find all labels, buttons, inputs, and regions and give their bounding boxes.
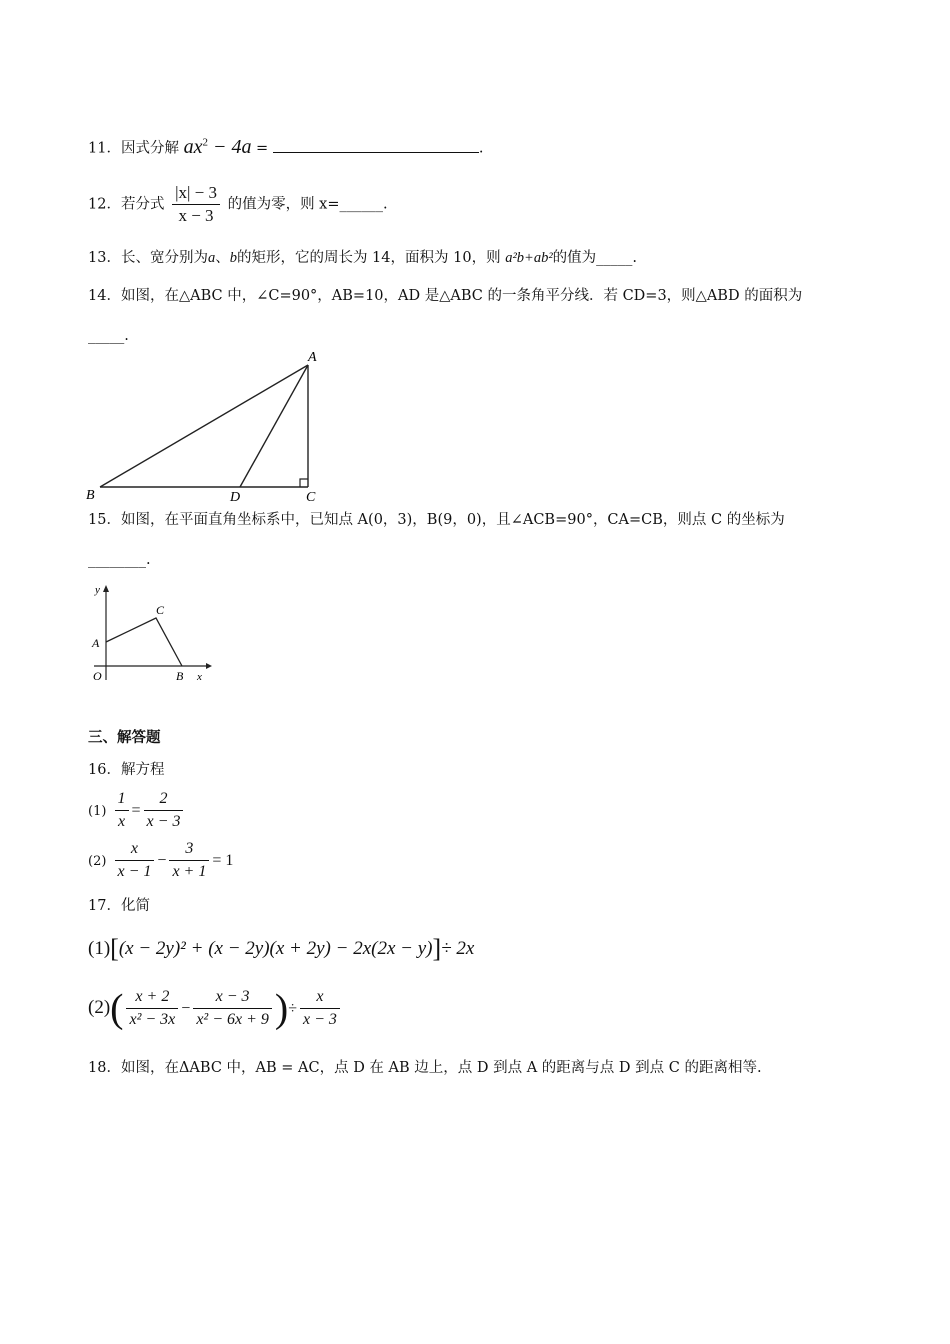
q17-p2-label: (2) [88, 997, 111, 1018]
q13-separator: 、 [215, 250, 230, 266]
fig15-label-o: O [93, 669, 102, 683]
question-16 [88, 760, 164, 780]
q12-answer-blank[interactable]: ______ [339, 196, 384, 213]
fig15-label-c: C [156, 603, 165, 617]
fig15-label-a: A [92, 636, 100, 650]
q12-period: . [383, 196, 388, 213]
q16-p1-right-fraction: $\frac{2}{x - 3}$ [144, 788, 184, 833]
q12-frac-numerator: |x| − 3 [172, 182, 220, 205]
q17-p2-fraction-c: $\frac{x}{x - 3}$ [300, 986, 340, 1031]
q17-part-2 [88, 986, 343, 1031]
question-11 [88, 132, 483, 159]
q16-p2-right-fraction: $\frac{3}{x + 1}$ [169, 838, 209, 883]
fig14-label-b: B [86, 488, 95, 503]
fig15-y-arrow [103, 585, 109, 592]
q17-p2-divide: ÷ [288, 1000, 298, 1017]
q11-equals: = [251, 140, 269, 157]
q12-pre-text: 若分式 [120, 196, 165, 213]
fig14-right-angle-mark [300, 479, 308, 487]
question-17 [88, 896, 150, 916]
q16-p2-label: (2) [88, 854, 107, 869]
q13-text-3: 的值为 [552, 250, 597, 266]
q17-number: 17． [88, 898, 121, 914]
fig14-label-d: D [230, 490, 241, 505]
q17-p1-close-bracket: ] [432, 934, 442, 963]
q13-var-a: a [207, 250, 216, 266]
q17-p2-fraction-b: $\frac{x - 3}{\text{x² − 6x + 9}}$ [193, 986, 272, 1031]
q12-frac-denominator: x − 3 [178, 206, 214, 225]
q15-number: 15． [88, 512, 121, 528]
fig14-label-a: A [308, 350, 317, 365]
q16-p2-equals-one: = 1 [212, 852, 234, 869]
q15-answer-blank[interactable]: ________ [88, 552, 146, 568]
q16-p1-label: (1) [88, 804, 107, 819]
q15-period: . [146, 552, 151, 568]
q11-number: 11． [88, 140, 121, 157]
fig15-label-x: x [197, 671, 202, 683]
figure-15-coordinate-plane [86, 580, 216, 690]
q17-part-1 [88, 934, 474, 963]
question-13 [88, 248, 637, 268]
q11-expr: $ax^2 - 4a$ [183, 135, 252, 158]
q11-text: 因式分解 [120, 140, 179, 157]
fig14-label-c: C [306, 490, 316, 505]
q17-p1-open-bracket: [ [110, 934, 119, 963]
q13-text-1: 长、宽分别为 [120, 250, 208, 266]
q15-blank-line [88, 550, 151, 570]
q13-number: 13． [88, 250, 121, 266]
question-18 [88, 1058, 762, 1078]
q16-p1-equals: = [131, 802, 141, 819]
q14-period: . [124, 328, 129, 344]
q16-number: 16． [88, 762, 121, 778]
q16-text: 解方程 [120, 762, 165, 778]
q16-part-1 [88, 788, 186, 833]
q15-text: 如图，在平面直角坐标系中，已知点 A(0，3)，B(9，0)，且∠ACB=90°，CA=CB，则点 C 的坐标为 [120, 512, 785, 528]
section-3-title-text: 三、解答题 [88, 730, 161, 746]
fig14-bisector-ad [240, 365, 308, 487]
q14-text: 如图，在△ABC 中，∠C=90°，AB=10，AD 是△ABC 的一条角平分线．若 CD=3，则△ABD 的面积为 [120, 288, 803, 304]
q13-text-2: 的矩形，它的周长为 14，面积为 10，则 [236, 250, 501, 266]
q13-expression: a²b+ab² [505, 250, 553, 266]
q14-answer-blank[interactable]: _____ [88, 328, 125, 344]
q17-p1-divisor: ÷ 2x [441, 938, 475, 959]
question-15 [88, 510, 785, 530]
section-3-title [88, 728, 161, 748]
q16-p2-minus: − [157, 852, 167, 869]
q16-p1-left-fraction: $\frac{1}{x}$ [115, 788, 129, 833]
q16-part-2 [88, 838, 233, 883]
q13-answer-blank[interactable]: _____ [596, 250, 633, 266]
q17-p1-label: (1) [88, 938, 111, 959]
q17-p2-minus: − [181, 1000, 191, 1017]
q17-p2-close-paren: ) [274, 985, 289, 1031]
q13-period: . [632, 250, 638, 266]
q17-p2-fraction-a: $\frac{x + 2}{\text{x² − 3x}}$ [126, 986, 178, 1031]
question-14 [88, 286, 802, 306]
q18-text: 如图，在ΔABC 中，AB = AC，点 D 在 AB 边上，点 D 到点 A 的距离与点 D 到点 C 的距离相等. [120, 1060, 762, 1076]
figure-14-triangle [80, 345, 330, 505]
q12-post-text: 的值为零，则 x= [227, 196, 340, 213]
q12-number: 12． [88, 196, 121, 213]
q16-p2-left-fraction: $\frac{x}{x - 1}$ [115, 838, 155, 883]
q17-p1-expression: (x − 2y)² + (x − 2y)(x + 2y) − 2x(2x − y) [118, 938, 433, 959]
fig15-label-b: B [176, 669, 184, 683]
q13-var-b: b [229, 250, 237, 266]
q17-text: 化简 [120, 898, 150, 914]
fig15-label-y: y [95, 584, 100, 596]
q14-blank-line [88, 326, 129, 346]
q11-period: . [478, 140, 484, 157]
q14-number: 14． [88, 288, 121, 304]
fig15-x-arrow [206, 663, 212, 669]
q11-answer-blank[interactable] [273, 138, 479, 153]
question-12 [88, 182, 388, 227]
fig14-side-ab [100, 365, 308, 487]
fig15-path-acb [106, 618, 182, 666]
q18-number: 18． [88, 1060, 121, 1076]
q17-p2-open-paren: ( [110, 985, 124, 1031]
q12-fraction [172, 182, 220, 227]
